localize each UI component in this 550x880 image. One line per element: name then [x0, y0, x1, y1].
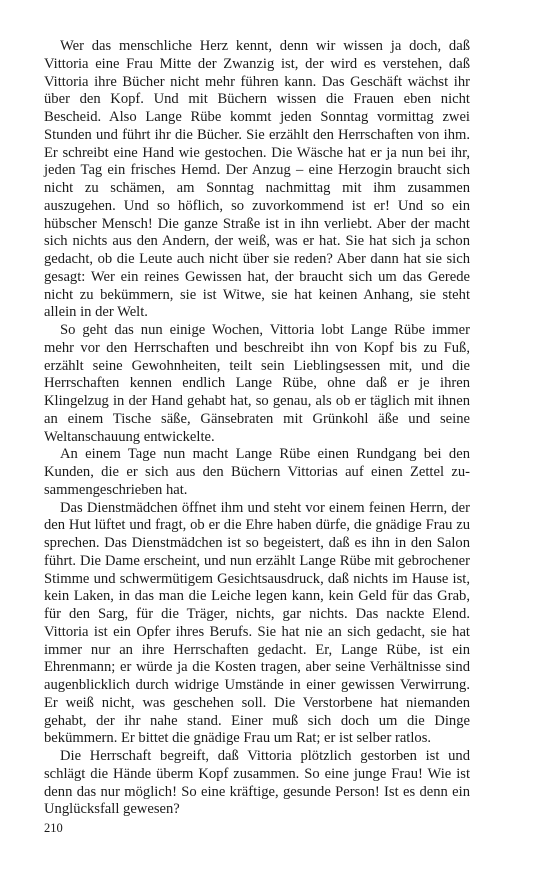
paragraph: Wer das menschliche Herz kennt, denn wir wissen ja doch, daß Vittoria eine Frau Mitte der Zwanzig ist, der wird es verstehen, daß Vittoria ihre Bücher nicht mehr führen kann. Das Geschäft wächst ihr über den Kopf. Und mit Büchern wissen die Frauen eben nicht Bescheid. Also Lange Rübe kommt jeden Sonntag vormittag zwei Stunden und führt ihr die Bücher. Sie erzählt den Herrschaften von ihm. Er schreibt eine Hand wie gestochen. Die Wäsche hat er ja nun bei ihr, jeden Tag ein frisches Hemd. Der Anzug – eine Herzogin braucht sich nicht zu schämen, am Sonntag nachmittag mit ihm zusammen auszugehen. Und so höflich, so zuvorkommend ist er! Und so ein hübscher Mensch! Die ganze Straße ist in ihn verliebt. Aber der macht sich nichts aus den Andern, der weiß, was er hat. Sie hat sich ja schon gedacht, ob die Leute auch nicht über sie reden? Aber dann hat sie sich gesagt: Wer ein reines Gewissen hat, der braucht sich um das Gerede nicht zu bekümmern, sie ist Witwe, sie hat keinen Anhang, sie steht allein in der Welt.: [44, 38, 470, 321]
paragraph: So geht das nun einige Wochen, Vittoria lobt Lange Rübe immer mehr vor den Herrschaften und beschreibt ihn von Kopf bis zu Fuß, erzählt seine Gewohnheiten, teilt sein Lieblingsessen mit, und die Herrschaften kennen endlich Lange Rübe, ohne daß er je ihren Klingelzug in der Hand gehabt hat, so genau, als ob er täglich mit ihnen an einem Tische säße, Gänsebraten mit Grünkohl äße und seine Weltanschauung entwickelte.: [44, 322, 470, 445]
paragraph: Das Dienstmädchen öffnet ihm und steht vor einem feinen Herrn, der den Hut lüftet und fragt, ob er die Ehre haben dürfe, die gnädige Frau zu sprechen. Das Dienstmädchen ist so begeistert, daß es ihn in den Salon führt. Die Dame erscheint, und nun erzählt Lange Rübe mit gebrochener Stimme und schwermütigem Gesichtsausdruck, daß nichts im Hause ist, kein Laken, in das man die Leiche legen kann, kein Geld für das Grab, für den Sarg, für die Träger, nichts, gar nichts. Das nackte Elend. Vittoria ist ein Opfer ihres Berufs. Sie hat nie an sich gedacht, sie hat immer nur an ihre Herrschaften gedacht. Er, Lange Rübe, ist ein Ehrenmann; er würde ja die Kosten tragen, aber seine Verhältnisse sind augenblicklich durch widrige Umstände in einer gewissen Verwirrung. Er weiß nicht, was geschehen soll. Die Verstorbene hat niemanden gehabt, der ihr nahe stand. Einer muß sich doch um die Dinge bekümmern. Er bittet die gnädige Frau um Rat; er ist selber ratlos.: [44, 499, 470, 747]
page-body: [44, 38, 470, 819]
page-number: 210: [44, 821, 63, 835]
paragraph: Die Herrschaft begreift, daß Vittoria plötzlich gestorben ist und schlägt die Hände überm Kopf zusammen. So eine junge Frau! Wie ist denn das nur möglich! So eine kräftige, gesunde Person! Ist es denn ein Unglücksfall gewesen?: [44, 748, 470, 818]
paragraph: An einem Tage nun macht Lange Rübe einen Rundgang bei den Kunden, die er sich aus den Büchern Vittorias auf einen Zettel zusammengeschrieben hat.: [44, 446, 470, 498]
